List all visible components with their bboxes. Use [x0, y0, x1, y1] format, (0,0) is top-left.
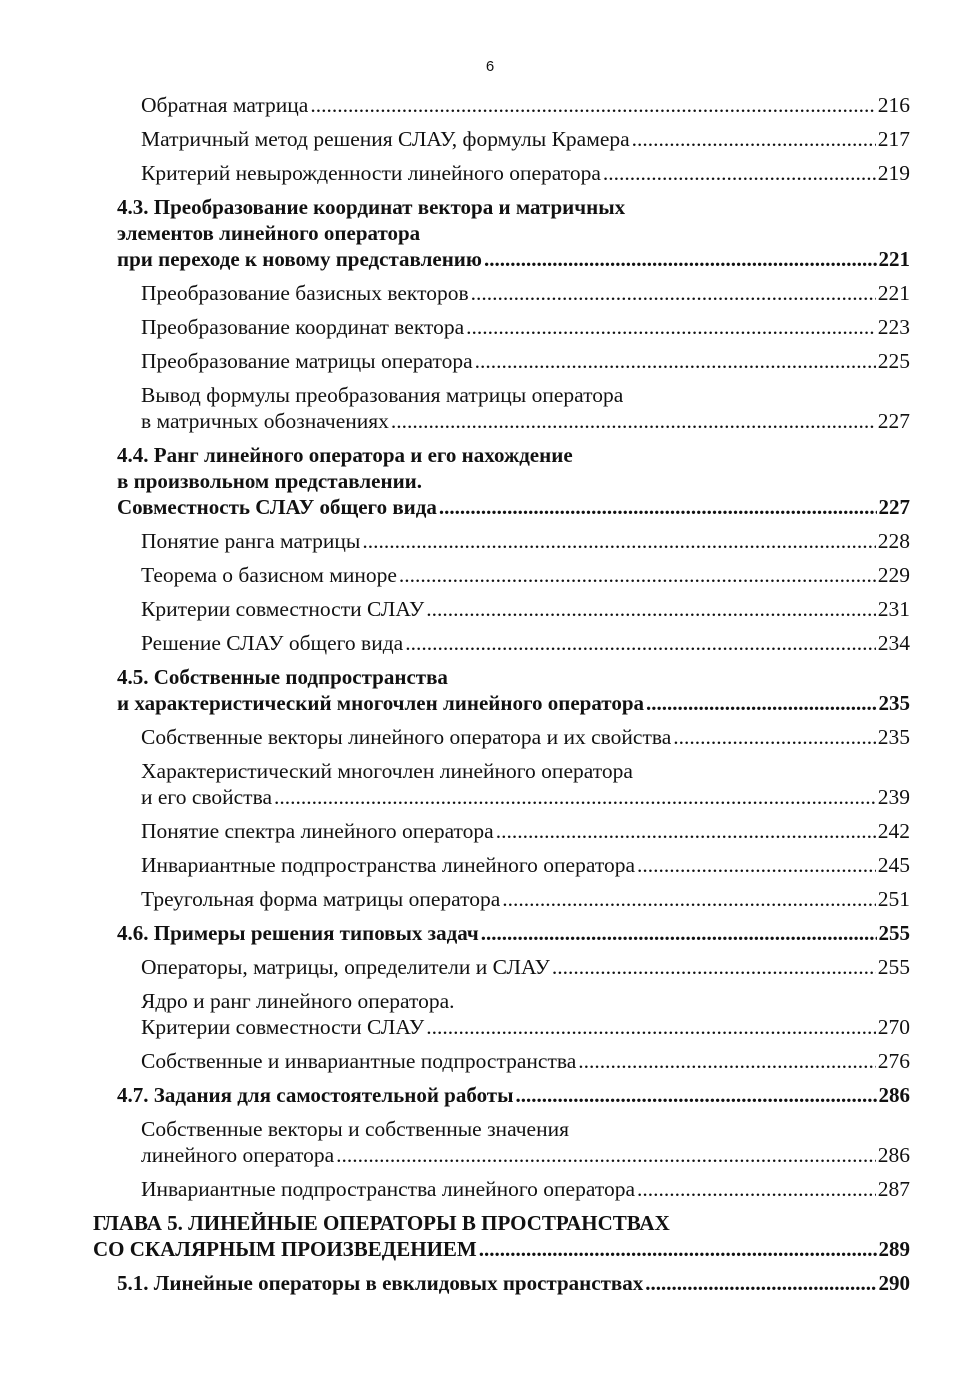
toc-entry-sub[interactable]: [0, 886, 980, 912]
toc-entry-sec[interactable]: [0, 1082, 980, 1108]
toc-entry-sub[interactable]: [0, 126, 980, 152]
toc-entry-title-line: в матричных обозначениях: [141, 409, 389, 433]
toc-entry-chap[interactable]: [0, 1210, 980, 1262]
dot-leader: [578, 1048, 876, 1074]
toc-entry-page: 217: [877, 127, 910, 151]
toc-entry-title-line: Обратная матрица: [141, 93, 309, 117]
toc-entry-title-line: Инвариантные подпространства линейного оператора: [141, 1177, 635, 1201]
toc-entry-title-line: Треугольная форма матрицы оператора: [141, 887, 501, 911]
toc-entry-page: 216: [877, 93, 910, 117]
toc-entry-last-line: [141, 562, 910, 588]
toc-entry-sub[interactable]: [0, 314, 980, 340]
toc-entry-title-line: 5.1. Линейные операторы в евклидовых пространствах: [117, 1271, 644, 1295]
toc-entry-last-line: [141, 408, 910, 434]
toc-entry-sub[interactable]: [0, 1176, 980, 1202]
toc-entry-title-line: Совместность СЛАУ общего вида: [117, 495, 437, 519]
toc-entry-title-line: Понятие спектра линейного оператора: [141, 819, 494, 843]
dot-leader: [399, 562, 876, 588]
dot-leader: [552, 954, 876, 980]
toc-entry-page: 276: [877, 1049, 910, 1073]
toc-entry-last-line: [93, 1236, 910, 1262]
dot-leader: [502, 886, 875, 912]
toc-entry-last-line: [141, 528, 910, 554]
toc-entry-last-line: [141, 818, 910, 844]
toc-entry-page: 223: [877, 315, 910, 339]
toc-entry-page: 231: [877, 597, 910, 621]
dot-leader: [426, 1014, 876, 1040]
toc-entry-sub[interactable]: [0, 818, 980, 844]
toc-entry-page: 287: [877, 1177, 910, 1201]
page-number: 6: [485, 58, 495, 75]
dot-leader: [637, 1176, 876, 1202]
toc-entry-sub[interactable]: [0, 280, 980, 306]
toc-entry-title-line: Преобразование координат вектора: [141, 315, 465, 339]
toc-entry-title-line: при переходе к новому представлению: [117, 247, 482, 271]
dot-leader: [475, 348, 876, 374]
toc-entry-last-line: [117, 1082, 910, 1108]
toc-entry-page: 219: [877, 161, 910, 185]
dot-leader: [673, 724, 875, 750]
dot-leader: [481, 920, 877, 946]
toc-entry-sub[interactable]: [0, 954, 980, 980]
toc-entry-sub[interactable]: [0, 160, 980, 186]
toc-entry-last-line: [141, 630, 910, 656]
toc-entry-sub[interactable]: [0, 1116, 980, 1168]
toc-entry-last-line: [117, 494, 910, 520]
toc-entry-page: 289: [878, 1237, 910, 1261]
toc-entry-page: 270: [877, 1015, 910, 1039]
dot-leader: [336, 1142, 876, 1168]
toc-entry-last-line: [141, 160, 910, 186]
toc-entry-title-line: 4.3. Преобразование координат вектора и матричных: [117, 195, 626, 219]
toc-entry-sub[interactable]: [0, 348, 980, 374]
toc-entry-sub[interactable]: [0, 92, 980, 118]
toc-entry-title-line: и характеристический многочлен линейного оператора: [117, 691, 644, 715]
toc-entry-page: 229: [877, 563, 910, 587]
toc-entry-page: 242: [877, 819, 910, 843]
dot-leader: [405, 630, 876, 656]
dot-leader: [362, 528, 875, 554]
toc-entry-last-line: [141, 596, 910, 622]
dot-leader: [516, 1082, 877, 1108]
toc-entry-title-line: Матричный метод решения СЛАУ, формулы Крамера: [141, 127, 630, 151]
dot-leader: [471, 280, 876, 306]
toc-entry-last-line: [141, 724, 910, 750]
toc-entry-title-line: Собственные и инвариантные подпространства: [141, 1049, 577, 1073]
toc-entry-page: 225: [877, 349, 910, 373]
toc-entry-title-line: Критерии совместности СЛАУ: [141, 597, 425, 621]
toc-entry-title-line: 4.7. Задания для самостоятельной работы: [117, 1083, 514, 1107]
toc-entry-sec[interactable]: [0, 664, 980, 716]
toc-entry-title-line: 4.5. Собственные подпространства: [117, 665, 448, 689]
toc-entry-last-line: [141, 852, 910, 878]
toc-entry-title-line: Критерии совместности СЛАУ: [141, 1015, 425, 1039]
toc-entry-page: 227: [878, 495, 910, 519]
toc-entry-sub[interactable]: [0, 630, 980, 656]
toc-entry-last-line: [141, 1048, 910, 1074]
dot-leader: [466, 314, 876, 340]
toc-entry-title-line: линейного оператора: [141, 1143, 335, 1167]
toc-entry-last-line: [141, 1176, 910, 1202]
toc-entry-page: 239: [877, 785, 910, 809]
toc-entry-page: 221: [877, 281, 910, 305]
toc-entry-page: 235: [877, 725, 910, 749]
toc-entry-last-line: [141, 784, 910, 810]
toc-entry-last-line: [117, 920, 910, 946]
toc-entry-sub[interactable]: [0, 852, 980, 878]
toc-entry-title-line: Операторы, матрицы, определители и СЛАУ: [141, 955, 550, 979]
toc-entry-last-line: [141, 348, 910, 374]
toc-entry-title-line: Преобразование базисных векторов: [141, 281, 469, 305]
toc-entry-sec[interactable]: [0, 194, 980, 272]
dot-leader: [426, 596, 876, 622]
toc-entry-sec[interactable]: [0, 920, 980, 946]
toc-entry-last-line: [141, 1142, 910, 1168]
toc-entry-last-line: [141, 314, 910, 340]
dot-leader: [632, 126, 876, 152]
dot-leader: [645, 1270, 876, 1296]
toc-entry-title-line: Собственные векторы линейного оператора и их свойства: [141, 725, 672, 749]
toc-entry-title-line: и его свойства: [141, 785, 272, 809]
toc-entry-page: 251: [877, 887, 910, 911]
dot-leader: [391, 408, 876, 434]
toc-entry-title-line: в произвольном представлении.: [117, 469, 423, 493]
toc-entry-last-line: [117, 246, 910, 272]
toc-entry-title-line: Критерий невырожденности линейного оператора: [141, 161, 601, 185]
toc-entry-sub[interactable]: [0, 528, 980, 554]
toc-entry-title-line: ГЛАВА 5. ЛИНЕЙНЫЕ ОПЕРАТОРЫ В ПРОСТРАНСТВАХ: [93, 1211, 670, 1235]
toc-entry-title-line: Преобразование матрицы оператора: [141, 349, 473, 373]
dot-leader: [274, 784, 876, 810]
toc-entry-title-line: Характеристический многочлен линейного оператора: [141, 759, 633, 783]
toc-entry-sec[interactable]: [0, 442, 980, 520]
dot-leader: [484, 246, 877, 272]
toc-entry-last-line: [141, 886, 910, 912]
dot-leader: [310, 92, 875, 118]
toc-entry-last-line: [141, 126, 910, 152]
toc-entry-title-line: Собственные векторы и собственные значения: [141, 1117, 570, 1141]
toc-entry-last-line: [141, 954, 910, 980]
toc-entry-title-line: Решение СЛАУ общего вида: [141, 631, 404, 655]
toc-entry-last-line: [141, 280, 910, 306]
toc-entry-sub[interactable]: [0, 1048, 980, 1074]
toc-entry-sub[interactable]: [0, 724, 980, 750]
toc-entry-page: 227: [877, 409, 910, 433]
toc-entry-title-line: СО СКАЛЯРНЫМ ПРОИЗВЕДЕНИЕМ: [93, 1237, 477, 1261]
toc-entry-title-line: Понятие ранга матрицы: [141, 529, 361, 553]
toc-entry-last-line: [117, 690, 910, 716]
dot-leader: [439, 494, 877, 520]
toc-entry-last-line: [141, 1014, 910, 1040]
toc-entry-page: 245: [877, 853, 910, 877]
toc-entry-title-line: Ядро и ранг линейного оператора.: [141, 989, 455, 1013]
dot-leader: [479, 1236, 877, 1262]
toc-entry-page: 234: [877, 631, 910, 655]
toc-entry-sub[interactable]: [0, 988, 980, 1040]
toc-entry-last-line: [117, 1270, 910, 1296]
toc-entry-sub[interactable]: [0, 382, 980, 434]
toc-entry-sub[interactable]: [0, 596, 980, 622]
toc-entry-title-line: Теорема о базисном миноре: [141, 563, 397, 587]
toc-entry-sub[interactable]: [0, 758, 980, 810]
toc-entry-page: 255: [877, 955, 910, 979]
toc-entry-page: 286: [877, 1143, 910, 1167]
dot-leader: [646, 690, 877, 716]
toc-entry-title-line: 4.6. Примеры решения типовых задач: [117, 921, 479, 945]
dot-leader: [603, 160, 876, 186]
toc-entry-page: 286: [878, 1083, 910, 1107]
toc-entry-page: 290: [878, 1271, 910, 1295]
toc-entry-last-line: [141, 92, 910, 118]
toc-entry-title-line: Инвариантные подпространства линейного оператора: [141, 853, 635, 877]
toc-entry-title-line: элементов линейного оператора: [117, 221, 421, 245]
toc-entry-page: 255: [878, 921, 910, 945]
dot-leader: [496, 818, 876, 844]
toc-entry-page: 228: [877, 529, 910, 553]
toc-entry-page: 235: [878, 691, 910, 715]
table-of-contents: [0, 92, 980, 1304]
toc-entry-sec[interactable]: [0, 1270, 980, 1296]
toc-entry-page: 221: [878, 247, 910, 271]
dot-leader: [637, 852, 876, 878]
toc-entry-title-line: Вывод формулы преобразования матрицы оператора: [141, 383, 624, 407]
toc-entry-sub[interactable]: [0, 562, 980, 588]
toc-entry-title-line: 4.4. Ранг линейного оператора и его нахождение: [117, 443, 573, 467]
